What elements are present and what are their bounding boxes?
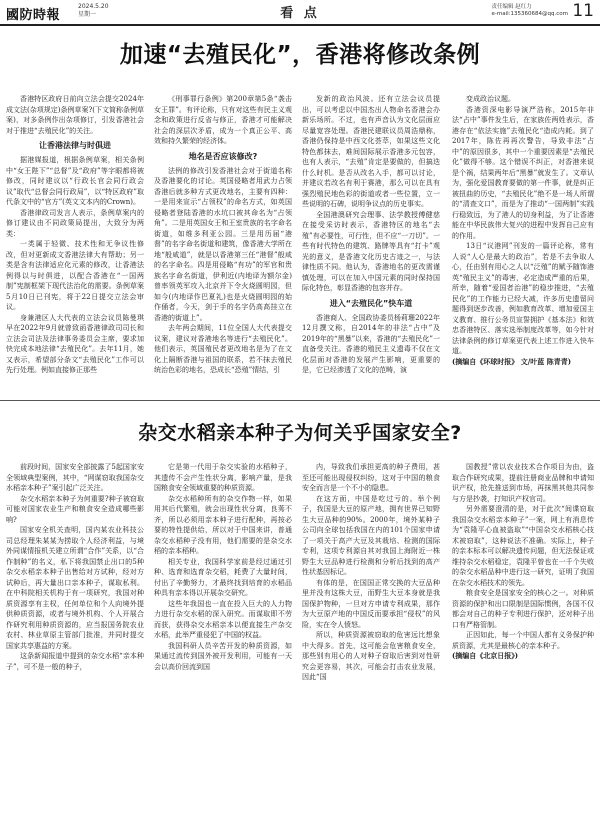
paragraph: 所以，种质资源被窃取的危害远比想象中大得多。首先，这可能会危害粮食安全，那些别有用心的人对种子窃取后害到对性研究会更容易，其次，可能会打击农业发展，因此“国: [302, 631, 440, 681]
paragraph: 粮食安全是国家安全的核心之一。对种质资源的保护和出口限制是国际惯例，各国不仅都会对自己的种子专利进行保护，还对种子出口有严格管制。: [452, 589, 594, 629]
article2-headline: 杂交水稻亲本种子为何关乎国家安全?: [138, 422, 462, 444]
paragraph: 13日“议港网”刊发的一篇评论称，常有人说“人心是最大的政治”，若是不去争取人心，任由别有用心之人以“泛殖”的赋予随饰港英“殖民主义”的毒害，必定造成严重的后果，所幸，随着“爱国者治港”的稳步推进，“去殖民化”的工作能力已经大减，许多历史遗留问题得到逐步改善，例如教育改革、增加爱国主义教育、推行公务员宣誓拥护《基本法》和效忠香港特区、落实选举制度改革等，如今针对法律条例的修订草案更代表上述工作进入快车道。: [452, 242, 594, 355]
paragraph: 香港特区政府日前向立法会提交2024年成文法(杂项规定)条例草案?(下文简称条例草案)，对多条例作出杂项修订，引发香港社会对于推进“去殖民化”的关注。: [6, 95, 144, 135]
paragraph: 香港商人、全国政协委员杨莉珊2022年12月撰文称，自2014年的非法“占中”及2019年的“黑暴”以来，香港的“去殖民化”一直备受关注。香港的殖民主义遗毒不仅在文化层面对香港的发展产生影响，更重要的是，它已经渗透了文化的范畴，演: [302, 313, 440, 374]
paragraph: 它是第一代用于杂交实验的水稻种子，其遗传不会产生性状分离，影响产量，是我国粮食安全领域重要的种质资源。: [154, 463, 292, 492]
subheading: 让香港法律与时俱进: [39, 141, 111, 150]
paragraph: 发新的政治风波。还有立法会议员提出，可以考虑以中国杰出人物命名香港会办新乐场所。不过，也有声音认为文化层面应尽量宽容处理。香港民建联议员周浩鼎称，香港仍保持是中西文化荟萃，如果这些文化特色都抹去，难间国际展示香港多元包容，也有人表示，“去殖”肯定是要做的，但搞迭什么时机。是否从改名入手，都可以讨论，并建议若改名有利于赛港，那么可以在具有强烈殖民地色彩的街道或者一些位置，立一些说明的石碑，说明争议点的历史事实。: [302, 95, 440, 208]
paragraph: 这条新闻报道中提到的杂交水稻“亲本种子”，可不是一般的种子，: [6, 652, 144, 671]
paragraph: 相关专业，我国科学家前是经过通过引种、选育和选育杂交稻，耗费了大量时间，付出了辛勤努力，才最终找到培育的水稻品种具有亲本得以开展杂交研究。: [154, 557, 292, 597]
article1-column-1: [6, 94, 144, 394]
page-number: 11: [572, 1, 594, 21]
paragraph: 一类属于轻微、技术性和无争议性修改，但对更新成文香港法律大有帮助；另一类是含有法律适应化元素的修改，让香港法例得以与时俱进，以配合香港在“一国两制”宪制框架下现代法治化的需要。条例草案5月10日已刊宪，将于22日提交立法会审议。: [6, 240, 144, 311]
weekday-text: 星期一: [78, 11, 97, 18]
article1-headline: 加速“去殖民化”，香港将修改条例: [119, 42, 481, 68]
paragraph: 身兼港区人大代表的立法会议员陈曼琪早在2022年9月就曾致函香港律政司司长和立法会司法及法律事务委员会主席，要求加快完成本地法律“去殖民化”。去年11月，她又表示，希望部分条文“去殖民化”工作可以先行处理。例如直接修正那些: [6, 313, 144, 374]
paragraph: 变成政治议题。: [466, 95, 515, 103]
article2-column-3: [302, 462, 440, 830]
paragraph: 杂交水稻亲本种子为何重要?种子被窃取可能对国家农业生产和粮食安全造成哪些影响?: [6, 494, 144, 524]
masthead: [0, 0, 600, 26]
paragraph: 《刑事罪行条例》第200章第5条“袭击女王罪”。有评论称，只有对这些有民主义观念和政策进行反省与修正，香港才可能解决社会的深层次矛盾，成为一个真正公平、高效和持久繁荣的经济体。: [154, 95, 292, 145]
paragraph: 我国科研人员辛苦开发的种质资源，如果通过流传到国外被开发利用，可能有一天会以高价回流到国: [154, 641, 292, 671]
paragraph: 据港媒报道，根据条例草案，相关条例中“女王陛下”“总督”及“政府”等字眼都将被修改，同时建议以“行政长官会同行政会议”取代“总督会同行政局”，以“特区政府”取代条文中的“官方”(英文文本内的Crown)。: [6, 156, 144, 206]
paragraph: 杂交水稻种所有的杂交作物一样，如果用其后代繁殖，就会出现性状分离，良莠不齐，所以必须用亲本种子进行配种，再按必要的特性提供给，所以对于中国来讲，普通杂交水稻种子没有用，他们需要的是杂交水稻的亲本稻种。: [154, 494, 292, 555]
article2-column-2: [154, 462, 292, 830]
article2-column-1: [6, 462, 144, 830]
newspaper-logo: 國防時報: [6, 8, 61, 23]
article1-column-4: [452, 94, 594, 394]
paragraph: 法例的修改引发香港社会对于街道名称及香港要化的讨论。英国侵略者用武力占领香港后就多种方式更改地名，主要有四种：一是用来宣示“占领权”的命名方式，如英国侵略者登陆香港的水坑口被其命名为“占领角”。二是用英国女王和王室贵族的名字命名街道，如维多利亚公园。三是用历届“港督”的名字命名街道和建筑，像香港大学所在地“般咸道”，就是以香港第三任“港督”般咸的名字命名。四是用侵略“有功”的军官和贵族名字命名街道，伊利近(内地译为额尔金)曾率领英军攻入北京并下令火烧圆明园，但如今(内地译作巴夏礼)也是火烧圆明园的始作俑者，今天，剑于手的名字仍高高挂立在香港的街道上”。: [154, 166, 292, 322]
editor-info: [492, 4, 568, 18]
date-text: 2024.5.20: [78, 3, 109, 10]
paragraph: 正因如此，每一个中国人都有义务保护种质资源，尤其是最核心的亲本种子。: [452, 631, 594, 650]
byline: (摘编自《北京日报》): [452, 651, 519, 660]
paragraph: 在这方面，中国是吃过亏的。举个例子，我国是大豆的原产地，拥有世界已知野生大豆品种的90%。2000年，境外某种子公司向全球包括我国在内的101个国家申请了一项关于高产大豆及其栽培、检测的国际专利，这项专利源自其对我国上海附近一株野生大豆品种进行检测和分析后找到的高产性状基因标记。: [302, 494, 440, 576]
paragraph: 另外需要澄清的是，对于此次“间谍窃取我国杂交水稻亲本种子”一案，网上有消息传为“袁隆平心血被盗取”“中国杂交水稻核心技术被窃取”，这种说法不准确。实际上，种子的亲本标本可以解决遗传问题，但无法保证或维持杂交水稻稳定，袁隆平曾也在一千个失败的杂交水稻品种中进行这一研究，证明了我国在杂交水稻技术的领先。: [452, 505, 594, 587]
byline: (摘编自《环球时报》 文/叶蓝 陈青青): [452, 356, 572, 366]
article2-column-4: [452, 462, 594, 830]
subheading: 地名是否应该修改?: [188, 151, 258, 161]
article1-column-3: [302, 94, 440, 394]
paragraph: 香港资深电影导演严浩称，2015年非法“占中”事件发生后，在家族佐两姓表示，香港存在“依法实施”去殖民化“造成内耗。到了2017年，陈佐再再次警告，导致非法“占中”的原因很多，其中一个重要因素是“去殖民化”做得不够。这个错误不纠正，对香港来说是个祸，结果两年后“黑暴”就发生了。文章认为，强化爱国教育要做的第一件事，就是纠正被扭曲的历史，“去殖民化”绝不是一场人所谓的“清查文口”，而是为了推动“一国两制”实践行稳致远，为了港人的切身利益，为了让香港能在中华民族伟大复兴的进程中发挥自己应有的作用。: [452, 105, 594, 240]
article-divider: [0, 400, 600, 401]
paragraph: 有体的是，在国国正常交换的大豆品种里并没有这株大豆，而野生大豆本身就是我国保护物种，一旦对方申请专利成果，那作为大豆原产地的中国反而要承担“侵权”的风险，实在令人愤怒。: [302, 578, 440, 629]
paragraph: 前段时间，国家安全部披露了5起国家安全领域典型案例，其中，“网谋窃取我国杂交水稻亲本种子”案引起广泛关注。: [6, 463, 144, 492]
paragraph: 内，导致我们承担更高的种子费用，甚至还可能出现侵权纠纷，这对于中国的粮食安全而言是一个不小的隐患。: [302, 463, 440, 492]
paragraph: 去年两会期间，11位全国人大代表提交议案，建议对香港地名等进行“去殖民化”。他们表示，英国殖民者更改地名是为了在文化上隔断香港与祖国的联系，若不抹去殖民统治色彩的地名，恐成长“恐殖”情结，引: [154, 324, 292, 374]
paragraph: 全国港澳研究会理事、法学教授傅健慈在接受采访时表示，香港特区的地名“去殖”有必要性，可行性，但不应“一刀切”。一些有时代特色的建筑、路牌等具有“打卡”观光的意义，是香港文化历史古迹之一，与法律性质不同。他认为，香港地名的更改需谨慎处理，可以在加入中国元素的同时保持国际化特色，彰显香港的包容并存。: [302, 210, 440, 292]
email-line: e-mail:135360684@qq.com: [491, 11, 568, 17]
paragraph: 国家安全机关查明，国内某农业科技公司总经理朱某某为捞取个人经济利益，与境外同谋情报机关建立所谓“合作”关系，以“合作制种”的名义，私下将我国禁止出口的5种杂交水稻亲本种子出售给对方试种，经对方试种后，再大量出口亲本种子，谋取私利。在中科院相关机构于有一项研究，我国对种质资源享有主权，任何单位和个人向境外提供种质资源，或者与境外机构、个人开展合作研究利用种质资源的，应当报国务院农业农村、林业草原主管部门批准，并同时提交国家共享惠益的方案。: [6, 526, 144, 650]
article1-column-2: [154, 94, 292, 394]
paragraph: 这些年我国也一直在投入巨大的人力物力进行杂交水稻的深入研究。而谋取即不劳而获，获得杂交水稻亲本以便直接生产杂交水稻，此举严重侵犯了中国的权益。: [154, 599, 292, 639]
paragraph: 香港律政司发言人表示，条例草案内的修订建议由不同政策局提出，大致分为两类：: [6, 208, 144, 238]
editor-line: 责任编辑 赵红力: [491, 4, 532, 10]
subheading: 进入“去殖民化”快车道: [329, 298, 413, 308]
section-title: 看 点: [280, 6, 320, 21]
paragraph: 国教授”常以农业技术合作项目为由，盗取合作研究成果，提前注册商业品牌和申请知识产权，抢先推送到市场，再抹黑其他共同参与方是抄袭，打知识产权官司。: [452, 463, 594, 503]
